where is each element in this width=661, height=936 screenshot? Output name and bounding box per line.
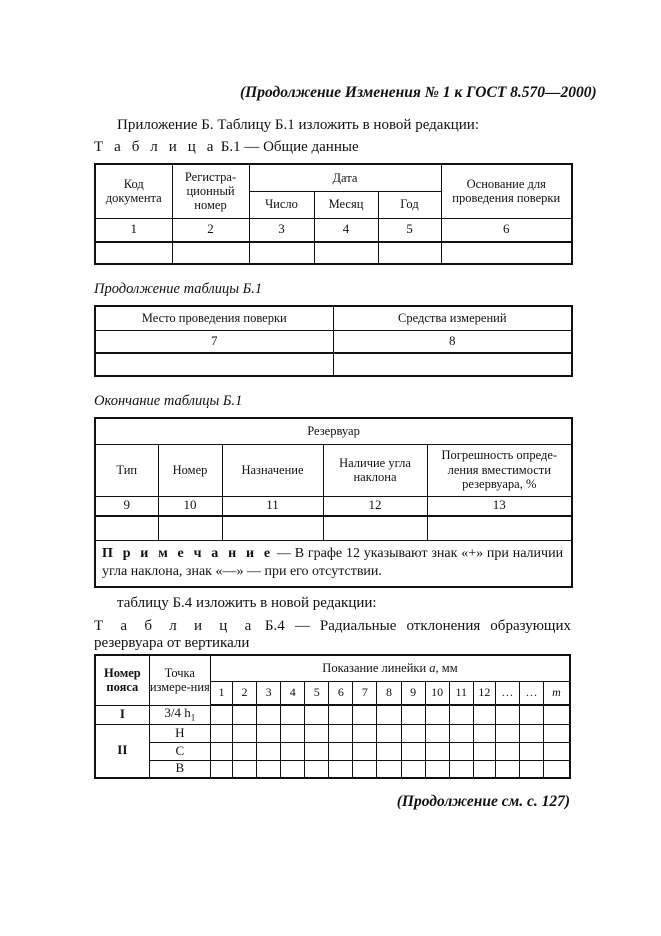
empty-cell — [281, 724, 305, 742]
table-b4 — [94, 654, 571, 779]
point-cell — [149, 705, 210, 724]
continuation-header: (Продолжение Изменения № 1 к ГОСТ 8.570—2000) — [240, 84, 597, 101]
point-subscript: 1 — [190, 712, 196, 723]
continuation-footer: (Продолжение см. с. 127) — [396, 793, 570, 810]
point-label: 3/4 h — [164, 705, 191, 721]
col-number: 13 — [427, 496, 572, 516]
reading-index: 5 — [305, 681, 329, 705]
empty-cell — [323, 516, 427, 540]
col-number: 7 — [95, 330, 333, 353]
col-day-header: Число — [249, 191, 314, 218]
empty-cell — [172, 242, 249, 264]
table-b1-end-caption: Окончание таблицы Б.1 — [94, 393, 243, 409]
table-b1-title: Б.1 — Общие данные — [216, 139, 359, 155]
reading-index: 11 — [449, 681, 473, 705]
col-month-header: Месяц — [314, 191, 378, 218]
empty-cell — [281, 760, 305, 778]
empty-cell — [329, 742, 353, 760]
table-b4-caption — [94, 618, 571, 653]
empty-cell — [305, 760, 329, 778]
empty-cell — [544, 742, 570, 760]
empty-cell — [401, 760, 425, 778]
point-label: С — [149, 742, 210, 760]
intro-paragraph: Приложение Б. Таблицу Б.1 изложить в новой редакции: — [117, 117, 479, 133]
empty-cell — [233, 724, 257, 742]
empty-cell — [249, 242, 314, 264]
empty-cell — [495, 724, 519, 742]
empty-cell — [377, 742, 401, 760]
empty-cell — [449, 760, 473, 778]
empty-cell — [257, 742, 281, 760]
empty-cell — [158, 516, 222, 540]
empty-cell — [449, 724, 473, 742]
col-belt-header: Номер пояса — [95, 655, 149, 705]
empty-cell — [425, 724, 449, 742]
empty-cell — [353, 760, 377, 778]
note-text: — В графе 12 указывают знак «+» при наличии угла наклона, знак «—» — при его отсутствии. — [102, 545, 564, 580]
empty-cell — [495, 705, 519, 724]
empty-cell — [473, 705, 495, 724]
col-number: 3 — [249, 218, 314, 242]
col-number: 6 — [441, 218, 572, 242]
empty-cell — [222, 516, 323, 540]
empty-cell — [305, 705, 329, 724]
col-error-header: Погрешность опреде-ления вместимости резервуара, % — [427, 444, 572, 496]
col-number: 10 — [158, 496, 222, 516]
empty-cell — [95, 242, 172, 264]
empty-cell — [544, 760, 570, 778]
empty-cell — [353, 742, 377, 760]
reading-label: Показание линейки — [322, 661, 427, 676]
empty-cell — [210, 760, 232, 778]
empty-cell — [401, 742, 425, 760]
belt-number: I — [95, 705, 149, 724]
empty-cell — [425, 705, 449, 724]
empty-cell — [473, 742, 495, 760]
reading-index: 9 — [401, 681, 425, 705]
empty-cell — [449, 705, 473, 724]
reading-index: 10 — [425, 681, 449, 705]
col-point-header: Точка измере-ния — [149, 655, 210, 705]
col-code-header: Код документа — [95, 164, 172, 218]
reading-unit: , мм — [435, 661, 458, 676]
col-number: 1 — [95, 218, 172, 242]
col-number: 12 — [323, 496, 427, 516]
empty-cell — [257, 724, 281, 742]
reading-variable: a — [429, 661, 436, 676]
col-basis-header: Основание для проведения поверки — [441, 164, 572, 218]
col-tank-header: Резервуар — [95, 418, 572, 444]
col-type-header: Тип — [95, 444, 158, 496]
empty-cell — [333, 353, 572, 376]
col-reg-header: Регистра-ционный номер — [172, 164, 249, 218]
col-number: 2 — [172, 218, 249, 242]
empty-cell — [353, 705, 377, 724]
col-means-header: Средства измерений — [333, 306, 572, 330]
col-purpose-header: Назначение — [222, 444, 323, 496]
empty-cell — [305, 724, 329, 742]
empty-cell — [95, 353, 333, 376]
empty-cell — [305, 742, 329, 760]
col-reading-header — [210, 655, 570, 681]
empty-cell — [329, 705, 353, 724]
col-number: 5 — [378, 218, 441, 242]
empty-cell — [425, 742, 449, 760]
table-label: Т а б л и ц а — [94, 139, 217, 155]
belt-number: II — [95, 724, 149, 778]
col-place-header: Место проведения поверки — [95, 306, 333, 330]
empty-cell — [473, 724, 495, 742]
table-note — [95, 540, 572, 587]
empty-cell — [329, 724, 353, 742]
empty-cell — [233, 742, 257, 760]
table-b1-end — [94, 417, 573, 588]
empty-cell — [353, 724, 377, 742]
empty-cell — [449, 742, 473, 760]
reading-index: 7 — [353, 681, 377, 705]
reading-index: 1 — [210, 681, 232, 705]
table-b1-caption — [94, 139, 359, 156]
empty-cell — [314, 242, 378, 264]
empty-cell — [519, 760, 543, 778]
reading-index: 2 — [233, 681, 257, 705]
col-slope-header: Наличие угла наклона — [323, 444, 427, 496]
empty-cell — [544, 705, 570, 724]
empty-cell — [95, 516, 158, 540]
empty-cell — [257, 705, 281, 724]
intro-paragraph-2: таблицу Б.4 изложить в новой редакции: — [117, 595, 377, 611]
empty-cell — [281, 742, 305, 760]
empty-cell — [233, 705, 257, 724]
empty-cell — [210, 724, 232, 742]
empty-cell — [329, 760, 353, 778]
table-b4-title: Б.4 — Радиальные отклонения образующих резервуара от вертикали — [94, 618, 571, 652]
col-year-header: Год — [378, 191, 441, 218]
reading-index: 8 — [377, 681, 401, 705]
reading-index: … — [495, 681, 519, 705]
reading-index: 12 — [473, 681, 495, 705]
point-label: Н — [149, 724, 210, 742]
table-b1-cont-caption: Продолжение таблицы Б.1 — [94, 281, 263, 297]
reading-index: 6 — [329, 681, 353, 705]
empty-cell — [378, 242, 441, 264]
empty-cell — [210, 742, 232, 760]
reading-index: m — [544, 681, 570, 705]
empty-cell — [544, 724, 570, 742]
reading-index: 4 — [281, 681, 305, 705]
empty-cell — [233, 760, 257, 778]
empty-cell — [427, 516, 572, 540]
table-b1-cont — [94, 305, 573, 377]
reading-index: … — [519, 681, 543, 705]
empty-cell — [473, 760, 495, 778]
reading-index: 3 — [257, 681, 281, 705]
note-label: П р и м е ч а н и е — [102, 545, 274, 561]
empty-cell — [210, 705, 232, 724]
table-label: Т а б л и ц а — [94, 618, 255, 634]
empty-cell — [519, 705, 543, 724]
empty-cell — [519, 724, 543, 742]
point-label: В — [149, 760, 210, 778]
empty-cell — [441, 242, 572, 264]
col-number: 8 — [333, 330, 572, 353]
col-date-header: Дата — [249, 164, 441, 191]
col-number: 11 — [222, 496, 323, 516]
empty-cell — [257, 760, 281, 778]
col-number: 9 — [95, 496, 158, 516]
empty-cell — [377, 705, 401, 724]
empty-cell — [425, 760, 449, 778]
empty-cell — [401, 705, 425, 724]
empty-cell — [495, 760, 519, 778]
table-b1 — [94, 163, 573, 265]
col-number: 4 — [314, 218, 378, 242]
empty-cell — [377, 760, 401, 778]
empty-cell — [281, 705, 305, 724]
empty-cell — [377, 724, 401, 742]
empty-cell — [401, 724, 425, 742]
empty-cell — [519, 742, 543, 760]
col-number-header: Номер — [158, 444, 222, 496]
empty-cell — [495, 742, 519, 760]
